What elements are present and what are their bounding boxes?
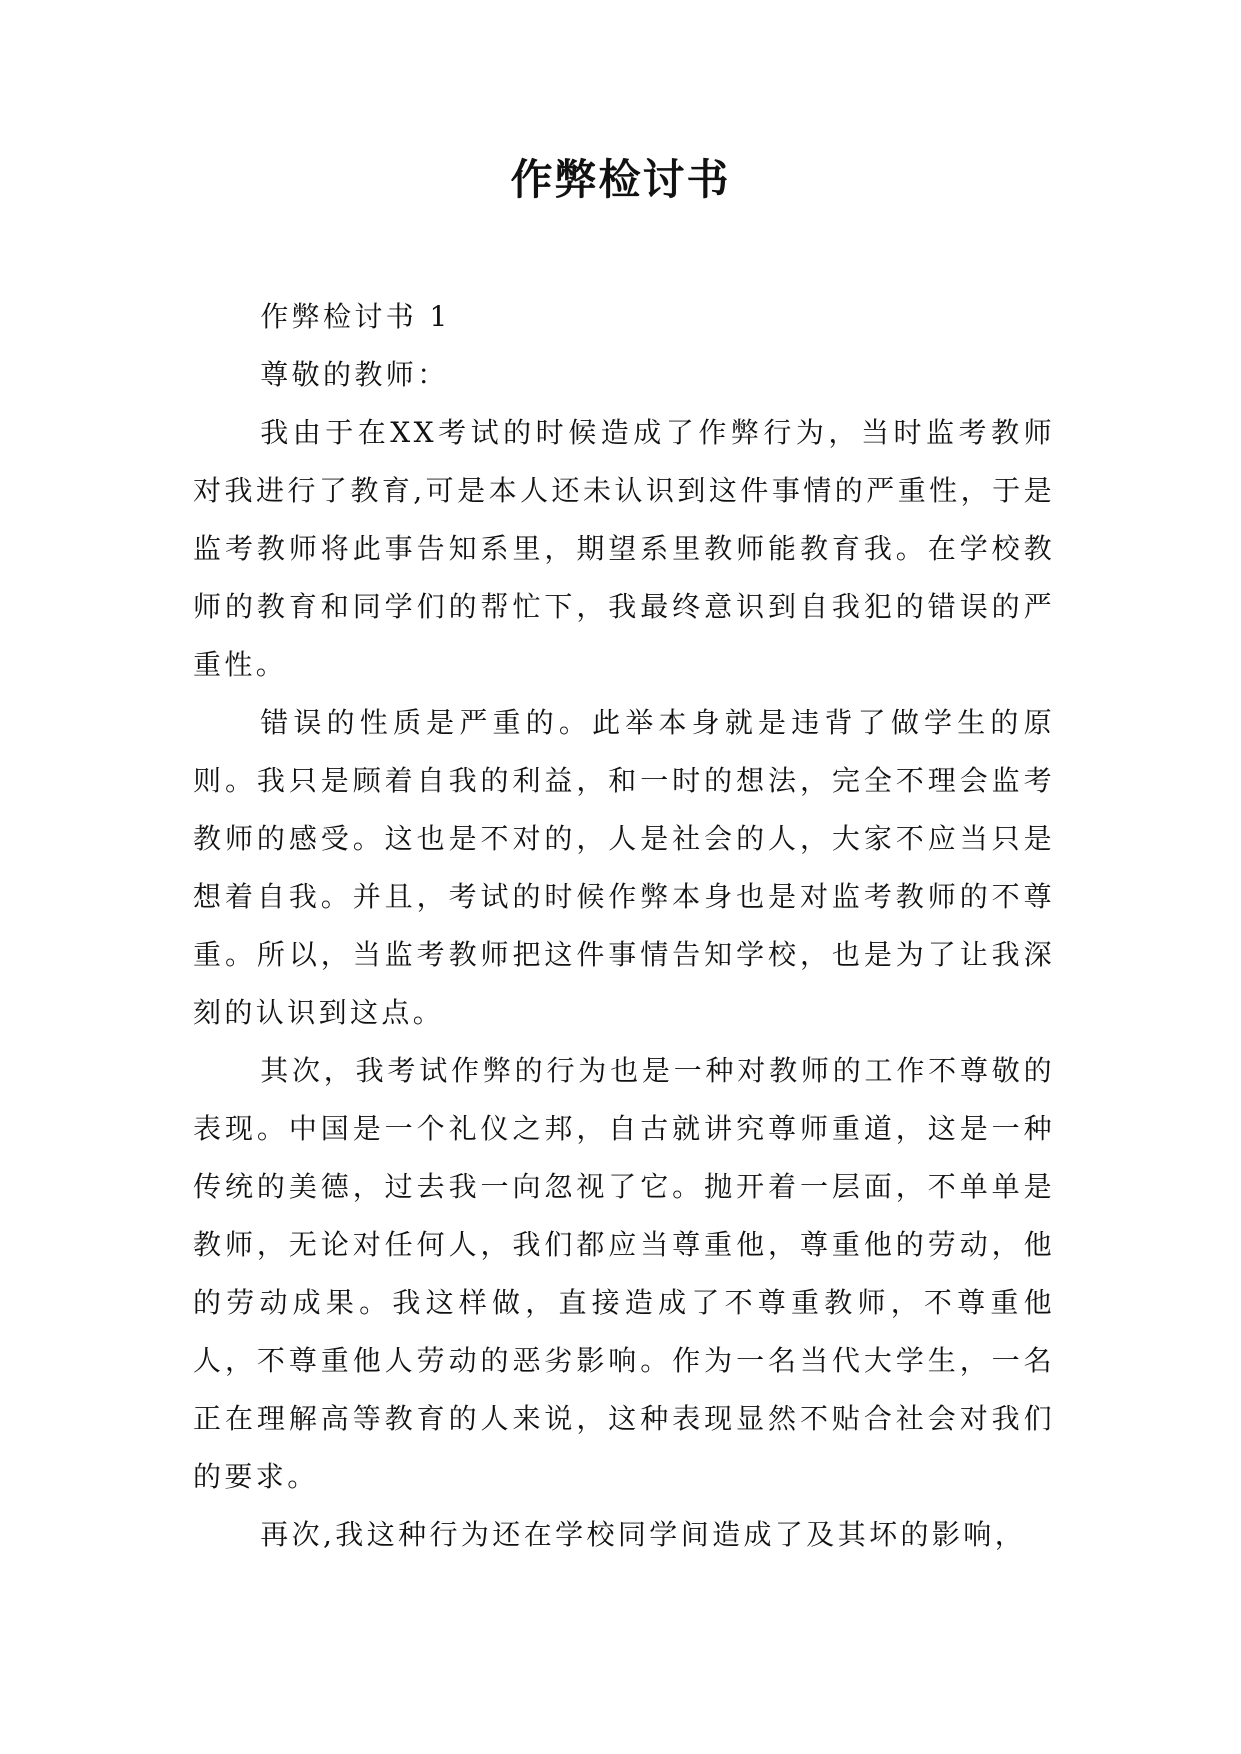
paragraph-3: 其次，我考试作弊的行为也是一种对教师的工作不尊敬的表现。中国是一个礼仪之邦，自古就讲究尊师重道，这是一种传统的美德，过去我一向忽视了它。抛开着一层面，不单单是教师，无论对任何人，我们都应当尊重他，尊重他的劳动，他的劳动成果。我这样做，直接造成了不尊重教师，不尊重他人，不尊重他人劳动的恶劣影响。作为一名当代大学生，一名正在理解高等教育的人来说，这种表现显然不贴合社会对我们的要求。 — [193, 1054, 1055, 1493]
document-subtitle: 作弊检讨书 1 — [260, 300, 451, 333]
paragraph-2: 错误的性质是严重的。此举本身就是违背了做学生的原则。我只是顾着自我的利益，和一时的想法，完全不理会监考教师的感受。这也是不对的，人是社会的人，大家不应当只是想着自我。并且，考试的时候作弊本身也是对监考教师的不尊重。所以，当监考教师把这件事情告知学校，也是为了让我深刻的认识到这点。 — [193, 706, 1055, 1029]
paragraph-4: 再次,我这种行为还在学校同学间造成了及其坏的影响， — [260, 1518, 1027, 1551]
document-body — [193, 288, 1055, 1564]
paragraph-1: 我由于在XX考试的时候造成了作弊行为，当时监考教师对我进行了教育,可是本人还未认识到这件事情的严重性，于是监考教师将此事告知系里，期望系里教师能教育我。在学校教师的教育和同学们的帮忙下，我最终意识到自我犯的错误的严重性。 — [193, 416, 1055, 681]
document-title: 作弊检讨书 — [510, 155, 731, 204]
salutation: 尊敬的教师： — [260, 358, 449, 391]
